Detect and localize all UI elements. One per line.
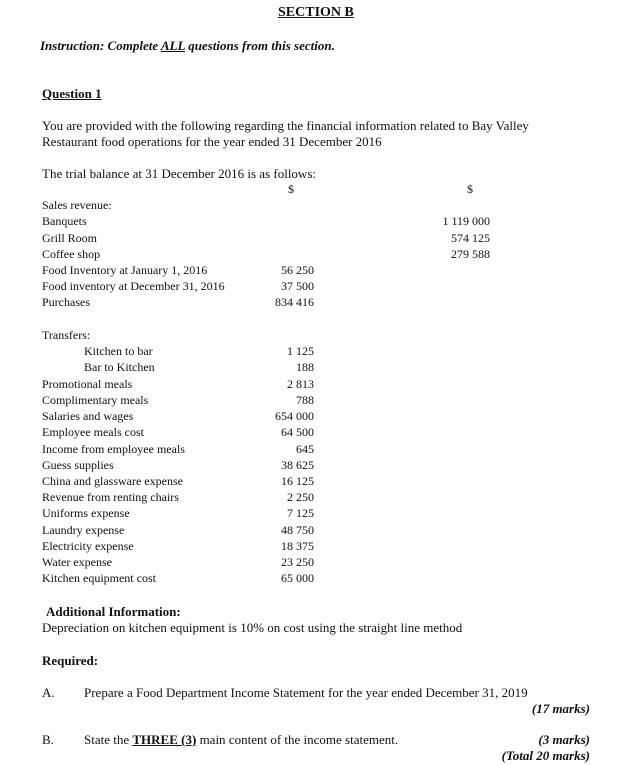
currency-header-col1: $ (288, 182, 294, 196)
instruction (40, 39, 335, 52)
required-b-suffix: main content of the income statement. (196, 732, 399, 747)
item-debit: 64 500 (281, 425, 314, 439)
item-label: Laundry expense (42, 523, 125, 537)
sales-credit: 279 588 (451, 247, 490, 261)
item-debit: 788 (296, 393, 314, 407)
item-label: Complimentary meals (42, 393, 149, 407)
inventory-label: Food Inventory at January 1, 2016 (42, 263, 208, 277)
item-debit: 2 250 (287, 490, 314, 504)
trial-balance-heading: The trial balance at 31 December 2016 is as follows: (42, 166, 316, 181)
required-b-text (84, 733, 398, 746)
item-label: Kitchen equipment cost (42, 571, 156, 585)
sales-credit: 574 125 (451, 231, 490, 245)
instruction-prefix: Instruction: Complete (40, 38, 161, 53)
required-b-letter: B. (42, 732, 54, 747)
item-debit: 7 125 (287, 506, 314, 520)
required-b-emphasis: THREE (3) (132, 732, 197, 747)
item-label: Salaries and wages (42, 409, 134, 423)
item-debit: 645 (296, 442, 314, 456)
item-label: Income from employee meals (42, 442, 185, 456)
currency-header-col2: $ (467, 182, 473, 196)
intro-line-1: You are provided with the following regarding the financial information related to Bay Valley (42, 118, 529, 133)
item-debit: 38 625 (281, 458, 314, 472)
sales-label: Grill Room (42, 231, 98, 245)
item-debit: 65 000 (281, 571, 314, 585)
sales-label: Coffee shop (42, 247, 101, 261)
item-label: Water expense (42, 555, 112, 569)
inventory-label: Purchases (42, 295, 90, 309)
transfers-heading: Transfers: (42, 328, 91, 342)
item-label: Employee meals cost (42, 425, 144, 439)
required-a-text: Prepare a Food Department Income Statement for the year ended December 31, 2019 (84, 685, 528, 700)
item-label: Electricity expense (42, 539, 134, 553)
sales-heading: Sales revenue: (42, 198, 112, 212)
item-debit: 654 000 (275, 409, 314, 423)
required-a-letter: A. (42, 685, 55, 700)
question-title: Question 1 (42, 86, 102, 101)
required-a-marks: (17 marks) (531, 701, 590, 716)
inventory-label: Food inventory at December 31, 2016 (42, 279, 225, 293)
item-debit: 18 375 (281, 539, 314, 553)
total-marks: (Total 20 marks) (501, 748, 590, 763)
item-label: China and glassware expense (42, 474, 183, 488)
additional-info-heading: Additional Information: (46, 604, 181, 619)
sales-label: Banquets (42, 214, 87, 228)
item-debit: 16 125 (281, 474, 314, 488)
required-b-prefix: State the (84, 732, 133, 747)
item-debit: 2 813 (287, 377, 314, 391)
instruction-emphasis: ALL (160, 38, 185, 53)
transfer-label: Kitchen to bar (84, 344, 153, 358)
sales-credit: 1 119 000 (442, 214, 490, 228)
item-debit: 48 750 (281, 523, 314, 537)
item-label: Promotional meals (42, 377, 133, 391)
transfer-debit: 188 (296, 360, 314, 374)
intro-line-2: Restaurant food operations for the year ended 31 December 2016 (42, 134, 382, 149)
inventory-debit: 834 416 (275, 295, 314, 309)
transfer-debit: 1 125 (287, 344, 314, 358)
required-heading: Required: (42, 653, 99, 668)
item-debit: 23 250 (281, 555, 314, 569)
item-label: Guess supplies (42, 458, 114, 472)
inventory-debit: 37 500 (281, 279, 314, 293)
instruction-suffix: questions from this section. (184, 38, 335, 53)
transfer-label: Bar to Kitchen (84, 360, 155, 374)
item-label: Uniforms expense (42, 506, 130, 520)
item-label: Revenue from renting chairs (42, 490, 179, 504)
inventory-debit: 56 250 (281, 263, 314, 277)
additional-info-text: Depreciation on kitchen equipment is 10% on cost using the straight line method (42, 620, 463, 635)
required-b-marks: (3 marks) (538, 732, 590, 747)
section-title: SECTION B (278, 5, 354, 20)
